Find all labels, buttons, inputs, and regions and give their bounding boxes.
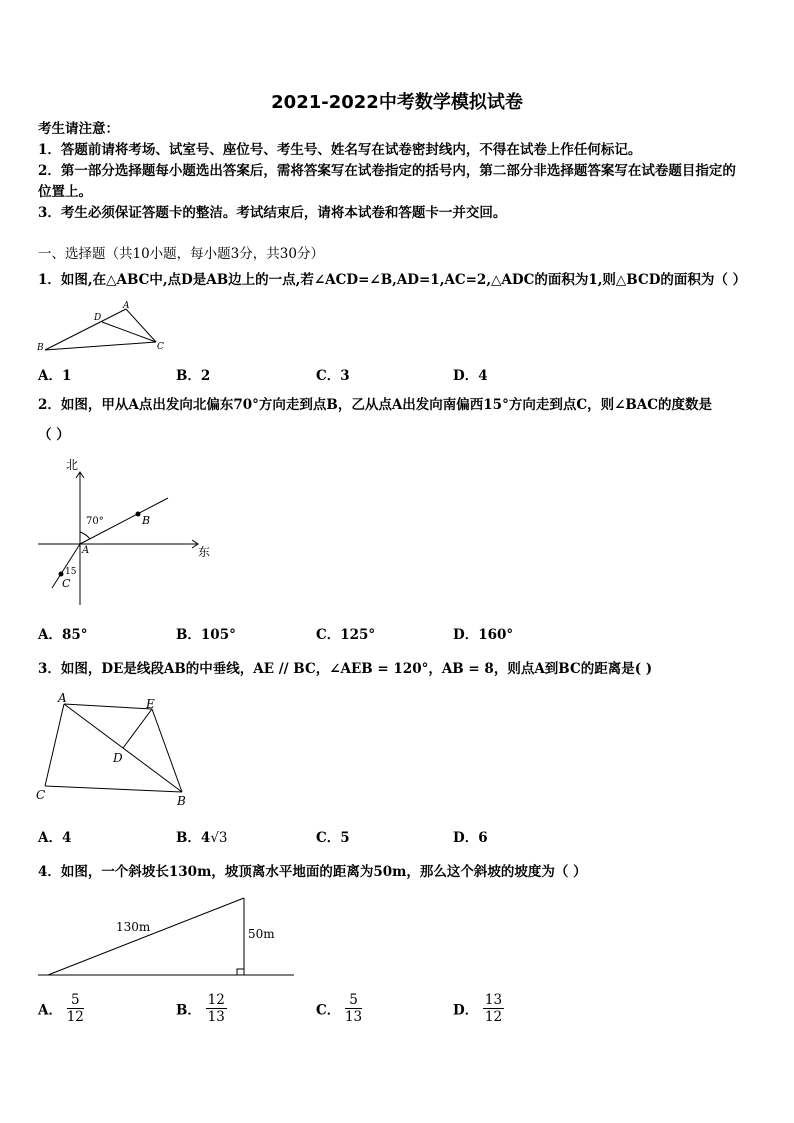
q1-text: 1．如图,在△ABC中,点D是AB边上的一点,若∠ACD=∠B,AD=1,AC=2,△ADC的面积为1,则△BCD的面积为（ ） xyxy=(38,272,747,288)
q2-label-a: A xyxy=(82,545,90,556)
q4-option-a-fraction xyxy=(67,992,84,1025)
q3-option-d[interactable]: D．6 xyxy=(453,830,488,846)
q2-option-d[interactable]: D．160° xyxy=(453,627,514,643)
q4-option-d-numerator: 13 xyxy=(484,992,503,1008)
q4-option-b-fraction xyxy=(206,992,227,1025)
page-title: 2021-2022中考数学模拟试卷 xyxy=(271,92,523,113)
q4-label-slope: 130m xyxy=(116,920,151,934)
q2-label-east: 东 xyxy=(198,545,211,559)
notice-item-1: 1．答题前请将考场、试室号、座位号、考生号、姓名写在试卷密封线内，不得在试卷上作任何标记。 xyxy=(38,142,642,158)
q3-option-b-radical: √3 xyxy=(210,830,228,846)
q1-option-c[interactable]: C．3 xyxy=(316,368,350,384)
q4-slope-figure xyxy=(34,892,299,982)
q4-option-c[interactable] xyxy=(316,992,362,1025)
q1-label-b: B xyxy=(37,343,44,353)
q3-label-a: A xyxy=(58,691,67,705)
q1-label-c: C xyxy=(157,342,164,352)
q2-compass-figure xyxy=(30,452,220,612)
q4-option-d-fraction xyxy=(483,992,504,1025)
q2-text-line2: （ ） xyxy=(38,427,70,443)
q3-option-b[interactable] xyxy=(176,826,228,846)
q4-option-b[interactable] xyxy=(176,992,227,1025)
q4-option-d-letter: D． xyxy=(453,1002,479,1019)
q4-option-b-letter: B． xyxy=(176,1002,201,1019)
q3-label-e: E xyxy=(146,697,155,711)
notice-heading: 考生请注意： xyxy=(38,121,119,137)
q3-option-b-label: B．4 xyxy=(176,830,211,846)
q4-option-c-letter: C． xyxy=(316,1002,341,1019)
notice-item-2: 2．第一部分选择题每小题选出答案后，需将答案写在试卷指定的括号内，第二部分非选择题答案写在试卷题目指定的 xyxy=(38,163,736,179)
q4-option-a-letter: A． xyxy=(38,1002,62,1019)
q4-option-c-denominator: 13 xyxy=(344,1009,363,1025)
q4-option-d[interactable] xyxy=(453,992,504,1025)
q2-option-a[interactable]: A．85° xyxy=(38,627,88,643)
q3-text: 3．如图，DE是线段AB的中垂线，AE // BC，∠AEB = 120°，AB = 8，则点A到BC的距离是( ) xyxy=(38,661,653,677)
q2-text-line1: 2．如图，甲从A点出发向北偏东70°方向走到点B，乙从点A出发向南偏西15°方向走到点C，则∠BAC的度数是 xyxy=(38,397,713,413)
q4-option-b-denominator: 13 xyxy=(207,1009,225,1025)
q3-label-b: B xyxy=(177,794,186,808)
q3-quadrilateral-figure xyxy=(34,690,204,810)
q1-option-b[interactable]: B．2 xyxy=(176,368,211,384)
q4-option-c-numerator: 5 xyxy=(345,992,362,1009)
q2-option-b[interactable]: B．105° xyxy=(176,627,236,643)
q4-option-a-denominator: 12 xyxy=(66,1009,84,1025)
q3-option-c[interactable]: C．5 xyxy=(316,830,350,846)
q1-option-d[interactable]: D．4 xyxy=(453,368,488,384)
q2-label-north: 北 xyxy=(66,458,79,472)
q4-option-a-numerator: 5 xyxy=(67,992,84,1009)
q4-label-height: 50m xyxy=(248,927,275,941)
q2-option-c[interactable]: C．125° xyxy=(316,627,376,643)
q4-option-b-numerator: 12 xyxy=(207,992,225,1008)
q3-label-c: C xyxy=(36,788,46,802)
notice-item-3: 3．考生必须保证答题卡的整洁。考试结束后，请将本试卷和答题卡一并交回。 xyxy=(38,205,507,221)
q1-label-d: D xyxy=(94,313,102,323)
q2-label-70: 70° xyxy=(86,516,104,527)
q4-text: 4．如图，一个斜坡长130m，坡顶离水平地面的距离为50m，那么这个斜坡的坡度为（ ） xyxy=(38,864,587,880)
q1-option-a[interactable]: A．1 xyxy=(38,368,72,384)
q2-label-15: 15 xyxy=(65,567,77,577)
q3-label-d: D xyxy=(113,751,123,765)
q2-label-b: B xyxy=(142,514,151,527)
q1-label-a: A xyxy=(123,301,130,311)
notice-item-2-cont: 位置上。 xyxy=(38,184,92,200)
q2-label-c: C xyxy=(62,577,71,590)
q3-option-a[interactable]: A．4 xyxy=(38,830,72,846)
q4-option-a[interactable] xyxy=(38,992,84,1025)
q4-option-d-denominator: 12 xyxy=(484,1009,503,1025)
section-heading: 一、选择题（共10小题，每小题3分，共30分） xyxy=(38,246,324,262)
q4-option-c-fraction xyxy=(345,992,362,1025)
q1-triangle-figure xyxy=(36,298,176,356)
